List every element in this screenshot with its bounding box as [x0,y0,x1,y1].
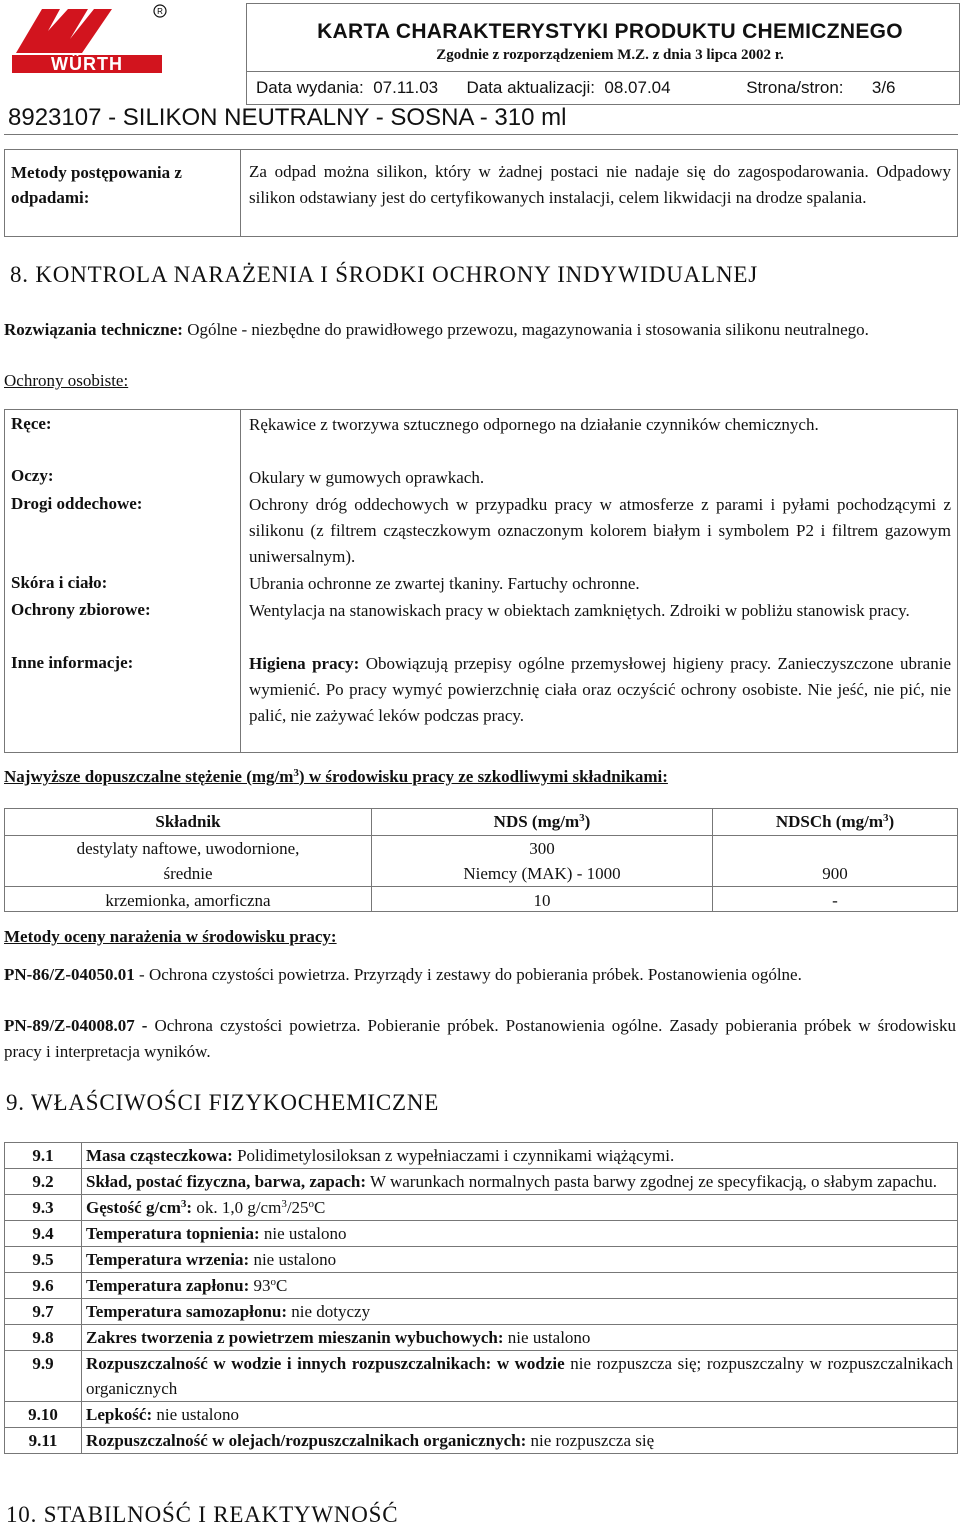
row-text [82,1143,958,1169]
col-nds [372,809,713,836]
row-number: 9.3 [5,1195,82,1221]
document-title: KARTA CHARAKTERYSTYKI PRODUKTU CHEMICZNEGO [317,20,903,43]
table-row [5,1195,958,1221]
waste-text: Za odpad można silikon, który w żadnej postaci nie nadaje się do zagospodarowania. Odpadowy silikon odstawiany jest do certyfikowanych instalacji, celem likwidacji na drodze spalania. [249,162,951,207]
respiratory-text: Ochrony dróg oddechowych w przypadku pracy w atmosferze z parami i pyłami pochodzącymi z silikonu (z filtrem cząsteczkowym oznaczonym kolorem białym i symbolem P2 i filtrem gazowym uniwersalnym). [249,495,951,566]
col-ndsch-b: ) [888,812,895,831]
row-label: Masa cząsteczkowa: [86,1146,233,1165]
nds-value-2: Niemcy (MAK) - 1000 [463,864,621,883]
substance-cell [5,836,372,887]
row-text [82,1428,958,1454]
issue-date: 07.11.03 [373,78,439,97]
update-date: 08.07.04 [604,78,671,97]
other-info-label: Inne informacje: [11,653,134,672]
density-value: ok. 1,0 g/cm [192,1198,282,1217]
col-nds-sup: 3 [579,812,585,824]
pn89-code: PN-89/Z-04008.07 - [4,1016,148,1035]
col-substance: Składnik [5,809,372,836]
eyes-text: Okulary w gumowych oprawkach. [249,468,485,487]
svg-text:R: R [157,7,163,16]
row-label: Zakres tworzenia z powietrzem mieszanin wybuchowych: [86,1328,504,1347]
section-9-title: 9. WŁAŚCIWOŚCI FIZYKOCHEMICZNE [6,1090,440,1115]
document-subtitle: Zgodnie z rozporządzeniem M.Z. z dnia 3 lipca 2002 r. [436,47,784,63]
row-label [86,1198,192,1217]
ndsch-cell: 900 [713,836,958,887]
pn86-code: PN-86/Z-04050.01 [4,965,135,984]
row-number: 9.10 [5,1402,82,1428]
skin-label: Skóra i ciało: [11,573,108,592]
nds-heading-a: Najwyższe dopuszczalne stężenie (mg/m [4,767,294,786]
waste-divider [240,149,241,237]
nds-header-row [5,809,958,836]
issue-label: Data wydania: [256,78,364,97]
table-row [5,1428,958,1454]
update-label: Data aktualizacji: [466,78,595,97]
row-value: nie dotyczy [287,1302,371,1321]
tech-text: Ogólne - niezbędne do prawidłowego przewozu, magazynowania i stosowania silikonu neutralnego. [187,320,869,339]
row-label: Temperatura zapłonu: [86,1276,250,1295]
flash-degree: o [270,1276,276,1288]
row-number: 9.5 [5,1247,82,1273]
table-row [5,1221,958,1247]
row-value: nie ustalono [259,1224,347,1243]
skin-text: Ubrania ochronne ze zwartej tkaniny. Fartuchy ochronne. [249,574,640,593]
table-row [5,1299,958,1325]
row-text [82,1351,958,1402]
nds-table [4,808,958,912]
row-value: nie rozpuszcza się [526,1431,655,1450]
logo-text: WÜRTH [51,54,123,74]
row-number: 9.7 [5,1299,82,1325]
row-text [82,1247,958,1273]
table-row [5,836,958,887]
protection-divider [240,409,241,753]
row-label: Temperatura samozapłonu: [86,1302,288,1321]
row-text [82,1402,958,1428]
row-number: 9.9 [5,1351,82,1402]
col-nds-a: NDS (mg/m [493,812,580,831]
density-label-colon: : [186,1198,193,1217]
nds-cell: 10 [372,887,713,912]
tech-label: Rozwiązania techniczne: [4,320,183,339]
flash-unit: C [276,1276,288,1295]
table-row [5,1402,958,1428]
personal-protection-label: Ochrony osobiste: [4,371,129,390]
section-10-title: 10. STABILNOŚĆ I REAKTYWNOŚĆ [6,1502,399,1527]
other-info-text [249,651,951,729]
row-value: 93 [249,1276,271,1295]
table-row [5,1143,958,1169]
nds-heading-b: ) w środowisku pracy ze szkodliwymi składnikami: [298,767,668,786]
col-nds-b: ) [584,812,591,831]
hands-text: Rękawice z tworzywa sztucznego odpornego na działanie czynników chemicznych. [249,415,819,434]
density-label: Gęstość g/cm [86,1198,181,1217]
header-bottom-line [4,134,958,135]
row-text [82,1299,958,1325]
nds-value-1: 300 [529,839,555,858]
density-value-b: /25 [286,1198,309,1217]
col-ndsch-a: NDSCh (mg/m [775,812,884,831]
col-ndsch-sup: 3 [883,812,889,824]
page-label: Strona/stron: [746,78,844,97]
pn89-text: Ochrona czystości powietrza. Pobieranie próbek. Postanowienia ogólne. Zasady pobierania próbek w środowisku pracy i interpretacja wyników. [4,1016,956,1061]
table-row [5,1169,958,1195]
ndsch-cell: - [713,887,958,912]
col-ndsch [713,809,958,836]
substance-name-line1: destylaty naftowe, uwodornione, [76,839,300,858]
table-row [5,1273,958,1299]
table-row [5,1351,958,1402]
density-value-c: C [314,1198,326,1217]
row-value: nie rozpuszcza się; rozpuszczalny w rozpuszczalnikach organicznych [86,1354,953,1398]
header-divider [247,71,959,72]
collective-text: Wentylacja na stanowiskach pracy w obiektach zamkniętych. Zdroiki w pobliżu stanowisk pracy. [249,601,910,620]
nds-heading-sup: 3 [293,767,299,779]
table-row [5,1247,958,1273]
methods-heading: Metody oceny narażenia w środowisku pracy: [4,927,337,946]
hygiene-lead: Higiena pracy: [249,654,360,673]
technical-solutions [4,317,956,343]
standard-pn86 [4,962,956,988]
properties-table [4,1142,958,1454]
substance-cell: krzemionka, amorficzna [5,887,372,912]
row-number: 9.2 [5,1169,82,1195]
hands-label: Ręce: [11,414,52,433]
row-number: 9.11 [5,1428,82,1454]
collective-label: Ochrony zbiorowe: [11,600,151,619]
standard-pn89 [4,1013,956,1065]
row-value: nie ustalono [503,1328,591,1347]
waste-label: Metody postępowania z odpadami: [11,163,182,207]
row-number: 9.6 [5,1273,82,1299]
density-label-sup: 3 [180,1198,187,1210]
row-text [82,1273,958,1299]
section-8-title: 8. KONTROLA NARAŻENIA I ŚRODKI OCHRONY INDYWIDUALNEJ [10,262,758,287]
nds-heading [4,767,668,787]
density-degree: o [308,1198,315,1210]
density-value-sup: 3 [281,1198,287,1210]
table-row [5,1325,958,1351]
row-text [82,1169,958,1195]
row-label: Temperatura topnienia: [86,1224,260,1243]
row-label: Skład, postać fizyczna, barwa, zapach: [86,1172,367,1191]
hygiene-text: Obowiązują przepisy ogólne przemysłowej higieny pracy. Zanieczyszczone ubranie wymienić. Po pracy wymyć powierzchnię ciała oraz oczyścić ochrony osobiste. Nie jeść, nie pić, nie palić, nie zażywać leków podczas pracy. [249,654,951,725]
respiratory-label: Drogi oddechowe: [11,494,143,513]
eyes-label: Oczy: [11,466,54,485]
product-name: 8923107 - SILIKON NEUTRALNY - SOSNA - 310 ml [8,104,567,131]
row-value: nie ustalono [152,1405,240,1424]
row-label: Rozpuszczalność w olejach/rozpuszczalnikach organicznych: [86,1431,527,1450]
header-meta [256,78,896,98]
row-label: Rozpuszczalność w wodzie i innych rozpuszczalnikach: w wodzie [86,1354,565,1373]
table-row [5,887,958,912]
substance-name-line2: średnie [163,864,213,883]
row-number: 9.4 [5,1221,82,1247]
row-number: 9.1 [5,1143,82,1169]
row-text [82,1195,958,1221]
page-value: 3/6 [871,78,896,97]
row-text [82,1325,958,1351]
row-text [82,1221,958,1247]
row-number: 9.8 [5,1325,82,1351]
row-value: W warunkach normalnych pasta barwy zgodnej ze specyfikacją, o słabym zapachu. [366,1172,938,1191]
row-value: Polidimetylosiloksan z wypełniaczami i czynnikami wiążącymi. [232,1146,675,1165]
wurth-logo [8,3,168,75]
row-value: nie ustalono [249,1250,337,1269]
pn86-text: - Ochrona czystości powietrza. Przyrządy i zestawy do pobierania próbek. Postanowienia ogólne. [134,965,802,984]
row-label: Lepkość: [86,1405,153,1424]
row-label: Temperatura wrzenia: [86,1250,250,1269]
nds-cell [372,836,713,887]
